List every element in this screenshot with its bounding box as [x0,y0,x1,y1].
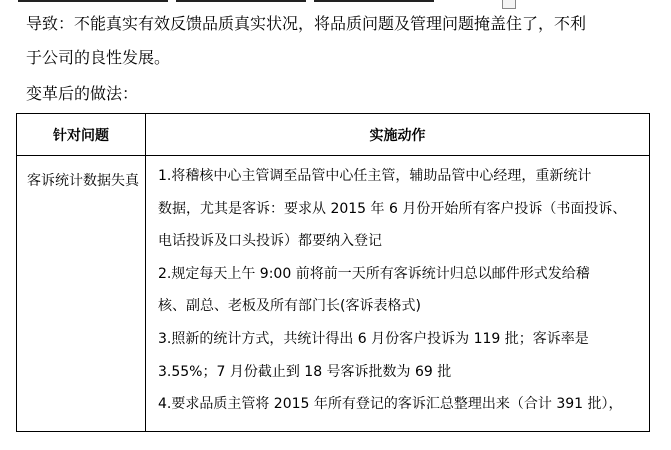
scroll-handle[interactable] [502,0,516,9]
reform-table [16,113,650,432]
action-line: 1.将稽核中心主管调至品管中心任主管，辅助品管中心经理，重新统计 [158,168,592,184]
header-issue: 针对问题 [17,114,146,156]
action-line: 3.55%；7 月份截止到 18 号客诉批数为 69 批 [158,363,452,380]
issue-cell [17,156,146,432]
action-line: 3.照新的统计方式，共统计得出 6 月份客户投诉为 119 批；客诉率是 [158,330,589,347]
action-line: 数据，尤其是客诉：要求从 2015 年 6 月份开始所有客户投诉（书面投诉、 [158,200,627,217]
action-line: 电话投诉及口头投诉）都要纳入登记 [158,233,382,250]
intro-line-1: 导致：不能真实有效反馈品质真实状况，将品质问题及管理问题掩盖住了，不利 [26,14,587,33]
action-line: 4.要求品质主管将 2015 年所有登记的客诉汇总整理出来（合计 391 批）， [158,396,623,413]
table-header-row [17,114,650,156]
top-border-fragment [18,0,498,3]
actions-cell [146,156,650,432]
header-actions: 实施动作 [146,114,650,156]
action-line: 核、副总、老板及所有部门长(客诉表格式) [158,298,421,315]
action-line: 2.规定每天上午 9:00 前将前一天所有客诉统计归总以邮件形式发给稽 [158,265,590,282]
table-row [17,156,650,432]
intro-line-2: 于公司的良性发展。 [26,48,171,67]
issue-text: 客诉统计数据失真 [27,173,139,189]
intro-line-3: 变革后的做法： [26,84,139,103]
actions-text [146,156,649,421]
